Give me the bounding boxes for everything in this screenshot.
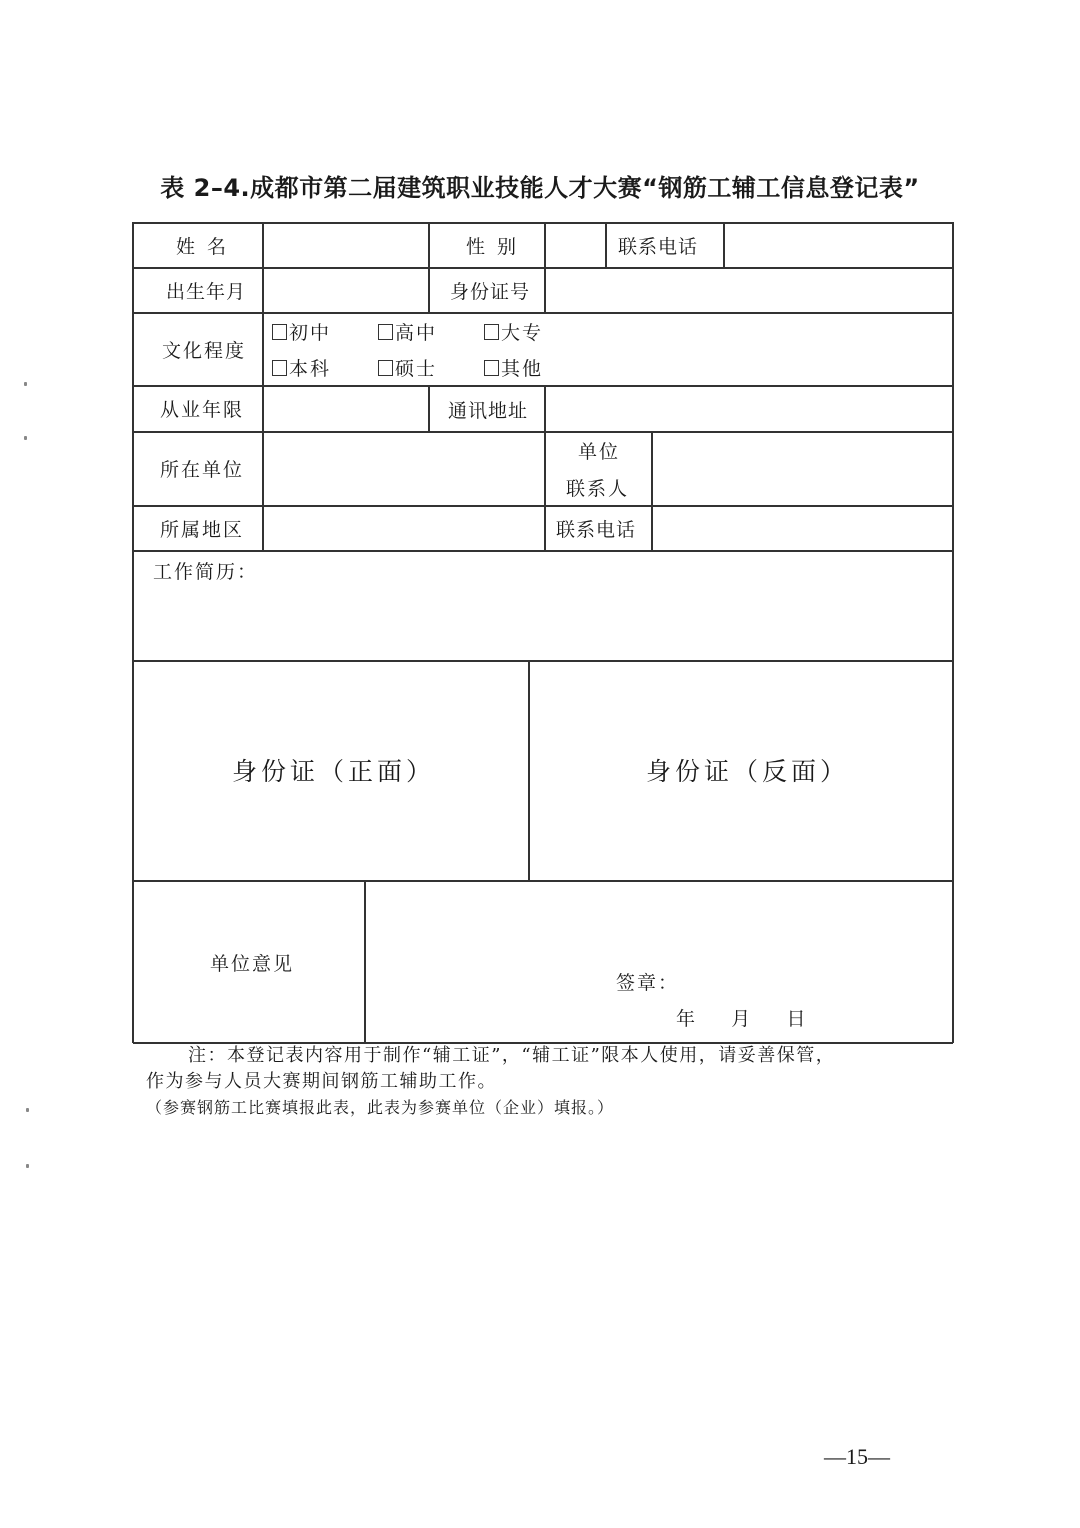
unit-contact-label-line2: 联系人	[566, 478, 630, 500]
table-border-left	[132, 222, 134, 1043]
region-label: 所属地区	[160, 519, 245, 541]
education-option-bachelor[interactable]: 本科	[272, 360, 331, 379]
education-option-senior-high[interactable]: 高中	[378, 324, 437, 343]
id-card-back-label: 身份证（反面）	[646, 757, 850, 786]
col-line	[723, 222, 725, 267]
address-label: 通讯地址	[448, 400, 529, 422]
unit-opinion-label: 单位意见	[210, 953, 295, 975]
education-option-junior-high[interactable]: 初中	[272, 324, 331, 343]
col-line	[262, 431, 264, 550]
id-card-front-label: 身份证（正面）	[232, 757, 436, 786]
note-line-2: 作为参与人员大赛期间钢筋工辅助工作。	[146, 1071, 497, 1092]
scan-mark	[24, 436, 27, 440]
row-line	[133, 880, 953, 882]
years-label: 从业年限	[160, 399, 245, 421]
education-option-other[interactable]: 其他	[484, 360, 543, 379]
row-line	[133, 267, 953, 269]
contact-phone-label: 联系电话	[556, 519, 637, 541]
row-line	[133, 660, 953, 662]
row-line	[133, 312, 953, 314]
seal-label: 签章：	[616, 972, 680, 994]
table-border-bottom	[133, 1042, 953, 1044]
col-line	[651, 431, 653, 550]
row-line	[133, 550, 953, 552]
note-line-1: 注：本登记表内容用于制作“辅工证”，“辅工证”限本人使用，请妥善保管，	[188, 1045, 836, 1066]
birth-label: 出生年月	[166, 281, 247, 303]
checkbox-icon	[378, 360, 393, 376]
scan-mark	[26, 1108, 29, 1112]
unit-contact-label-line1: 单位	[578, 441, 621, 463]
col-line	[262, 312, 264, 385]
work-history-label: 工作简历：	[153, 561, 259, 583]
scan-mark	[24, 382, 27, 386]
date-label: 年 月 日	[676, 1008, 806, 1030]
checkbox-icon	[484, 324, 499, 340]
col-line	[605, 222, 607, 267]
id-number-label: 身份证号	[450, 281, 531, 303]
education-label: 文化程度	[162, 340, 247, 362]
checkbox-icon	[272, 360, 287, 376]
table-border-right	[952, 222, 954, 1043]
unit-label: 所在单位	[160, 459, 245, 481]
col-line	[544, 222, 546, 312]
scan-mark	[26, 1164, 29, 1168]
checkbox-icon	[484, 360, 499, 376]
checkbox-icon	[272, 324, 287, 340]
row-line	[133, 431, 953, 433]
row-line	[133, 505, 953, 507]
table-border-top	[133, 222, 953, 224]
col-line	[428, 222, 430, 312]
row-line	[133, 385, 953, 387]
education-option-college[interactable]: 大专	[484, 324, 543, 343]
name-label: 姓 名	[176, 236, 230, 258]
education-option-master[interactable]: 硕士	[378, 360, 437, 379]
col-line	[544, 385, 546, 431]
phone-label: 联系电话	[618, 236, 699, 258]
col-line	[364, 880, 366, 1042]
page-number: —15—	[824, 1444, 890, 1469]
col-line	[262, 222, 264, 312]
note-line-3: （参赛钢筋工比赛填报此表，此表为参赛单位（企业）填报。）	[146, 1098, 615, 1117]
col-line	[262, 385, 264, 431]
gender-label: 性 别	[466, 236, 520, 258]
checkbox-icon	[378, 324, 393, 340]
col-line	[428, 385, 430, 431]
col-line	[528, 660, 530, 880]
col-line	[544, 431, 546, 550]
form-title: 表 2–4.成都市第二届建筑职业技能人才大赛“钢筋工辅工信息登记表”	[160, 174, 920, 202]
